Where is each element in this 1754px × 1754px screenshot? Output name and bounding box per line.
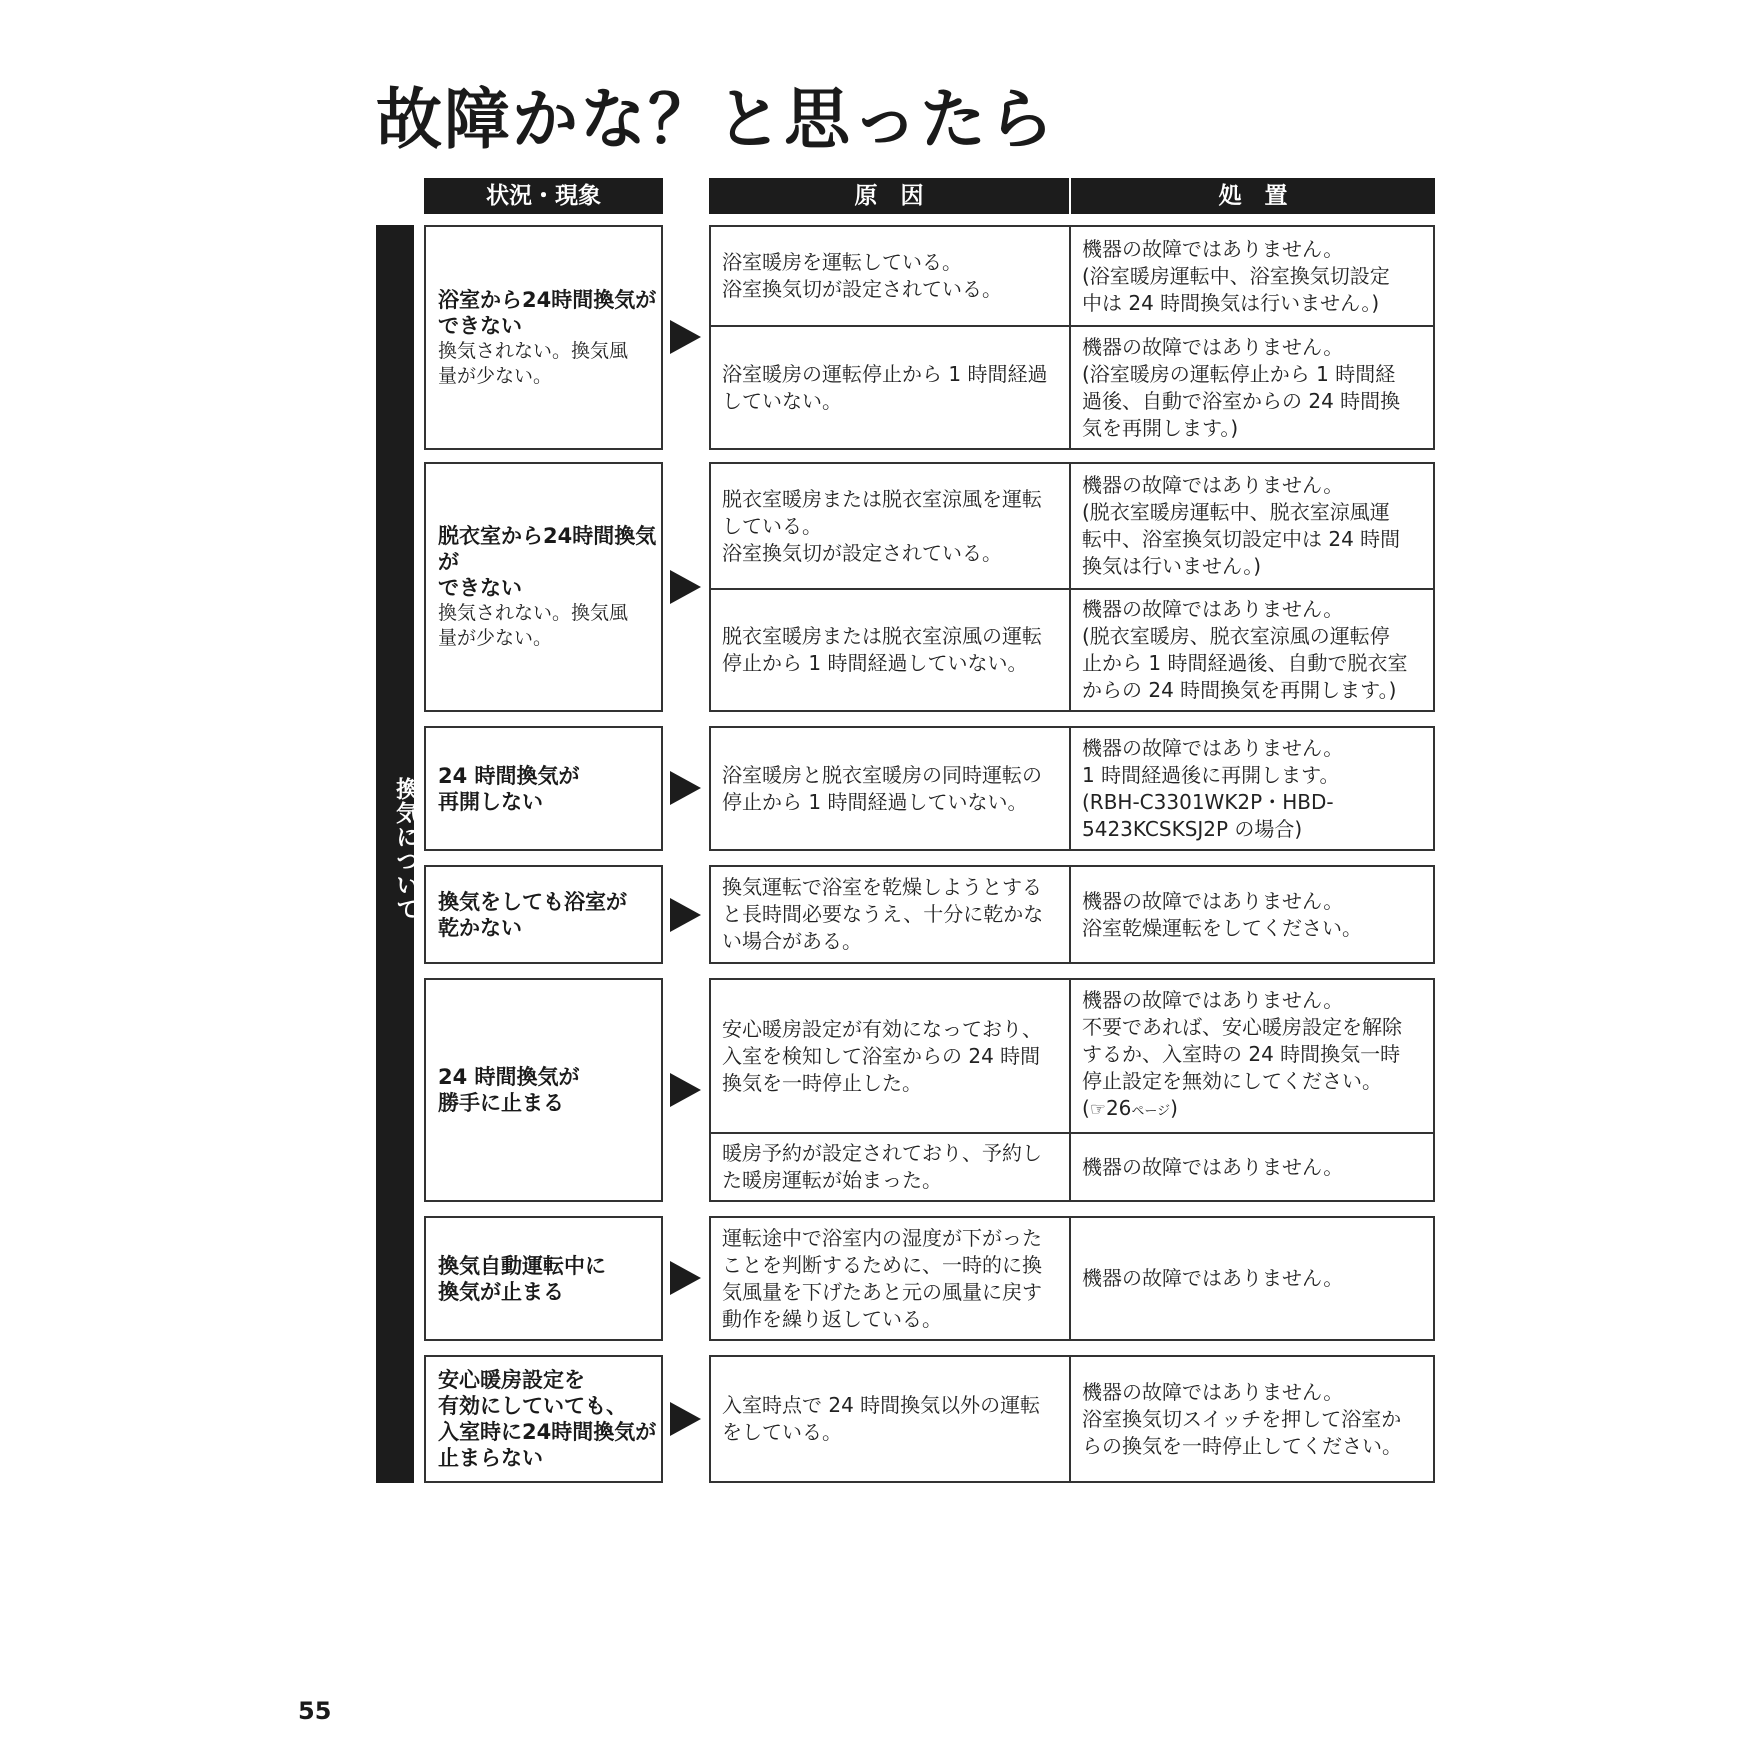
- arrow-right-icon: [670, 1261, 701, 1295]
- table-row: [711, 588, 1433, 710]
- page-title: 故障かな？と思ったら: [376, 81, 1056, 158]
- situation-title: 脱衣室から24時間換気が できない: [438, 524, 657, 600]
- arrow-right-icon: [670, 771, 701, 805]
- situation-cell: [424, 225, 663, 450]
- arrow-right-icon: [670, 570, 701, 604]
- situation-title: 換気をしても浴室が 乾かない: [438, 889, 627, 940]
- page-reference-unit: ページ: [1131, 1104, 1171, 1119]
- cause-remedy-group: [709, 462, 1435, 712]
- situation-title: 24 時間換気が 再開しない: [438, 763, 580, 814]
- cause-remedy-group: [709, 1216, 1435, 1341]
- arrow-right-icon: [670, 1402, 701, 1436]
- remedy-text: 機器の故障ではありません。 浴室換気切スイッチを押して浴室か らの換気を一時停止してください。: [1082, 1379, 1402, 1458]
- arrow-right-icon: [670, 320, 701, 354]
- arrow-right-icon: [670, 1073, 701, 1107]
- remedy-text: 機器の故障ではありません。 不要であれば、安心暖房設定を解除 するか、入室時の 24 時間換気一時 停止設定を無効にしてください。: [1082, 988, 1402, 1093]
- remedy-text: 機器の故障ではありません。 1 時間経過後に再開します。 (RBH-C3301WK2P・HBD- 5423KCSKSJ2P の場合): [1082, 735, 1344, 841]
- table-row: [711, 1132, 1433, 1200]
- situation-cell: [424, 1216, 663, 1341]
- remedy-text: 機器の故障ではありません。: [1082, 1154, 1344, 1179]
- table-row: [711, 325, 1433, 448]
- remedy-text: 機器の故障ではありません。 (脱衣室暖房、脱衣室涼風の運転停 止から 1 時間経過後、自動で脱衣室 からの 24 時間換気を再開します。): [1082, 597, 1408, 702]
- remedy-text: 機器の故障ではありません。 浴室乾燥運転をしてください。: [1082, 888, 1362, 940]
- page-reference-number: 26: [1105, 1096, 1132, 1120]
- table-row: [711, 1357, 1433, 1481]
- header-remedy: 処 置: [1071, 178, 1435, 214]
- cause-text: 運転途中で浴室内の湿度が下がった ことを判断するために、一時的に換 気風量を下げたあと元の風量に戻す 動作を繰り返している。: [722, 1225, 1042, 1331]
- situation-cell: [424, 978, 663, 1202]
- side-category-label: 換気について: [392, 777, 418, 921]
- cause-text: 脱衣室暖房または脱衣室涼風の運転 停止から 1 時間経過していない。: [722, 624, 1042, 675]
- situation-cell: [424, 865, 663, 964]
- cause-text: 入室時点で 24 時間換気以外の運転 をしている。: [722, 1393, 1041, 1444]
- page-number: 55: [298, 1697, 332, 1725]
- situation-detail: 換気されない。換気風 量が少ない。: [438, 339, 629, 387]
- remedy-text: 機器の故障ではありません。 (脱衣室暖房運転中、脱衣室涼風運 転中、浴室換気切設定中は 24 時間 換気は行いません。): [1082, 473, 1401, 578]
- situation-title: 換気自動運転中に 換気が止まる: [438, 1253, 606, 1304]
- cause-text: 安心暖房設定が有効になっており、 入室を検知して浴室からの 24 時間 換気を一時停止した。: [722, 1016, 1042, 1095]
- situation-title: 安心暖房設定を 有効にしていても、 入室時に24時間換気が 止まらない: [438, 1368, 657, 1470]
- cause-text: 暖房予約が設定されており、予約し た暖房運転が始まった。: [722, 1141, 1042, 1192]
- cause-text: 脱衣室暖房または脱衣室涼風を運転 している。 浴室換気切が設定されている。: [722, 486, 1042, 565]
- side-category-bar: [376, 225, 418, 1483]
- remedy-text: 機器の故障ではありません。 (浴室暖房運転中、浴室換気切設定 中は 24 時間換気は行いません。): [1082, 236, 1390, 315]
- cause-remedy-group: [709, 865, 1435, 964]
- cause-text: 換気運転で浴室を乾燥しようとする と長時間必要なうえ、十分に乾かな い場合がある。: [722, 875, 1044, 953]
- cause-text: 浴室暖房と脱衣室暖房の同時運転の 停止から 1 時間経過していない。: [722, 762, 1042, 814]
- cause-remedy-group: [709, 726, 1435, 851]
- cause-remedy-group: [709, 978, 1435, 1202]
- table-row: [711, 227, 1433, 325]
- cause-remedy-group: [709, 225, 1435, 450]
- cause-text: 浴室暖房の運転停止から 1 時間経過 していない。: [722, 361, 1048, 413]
- remedy-text: 機器の故障ではありません。: [1082, 1266, 1344, 1290]
- table-row: [711, 464, 1433, 588]
- situation-cell: [424, 462, 663, 712]
- cause-text: 浴室暖房を運転している。 浴室換気切が設定されている。: [722, 250, 1002, 301]
- pointing-hand-icon: ☞: [1089, 1099, 1106, 1120]
- situation-detail: 換気されない。換気風 量が少ない。: [438, 602, 629, 649]
- situation-title: 浴室から24時間換気が できない: [438, 287, 657, 338]
- header-situation: 状況・現象: [424, 178, 663, 214]
- situation-cell: [424, 726, 663, 851]
- table-row: [711, 728, 1433, 849]
- table-row: [711, 980, 1433, 1132]
- table-row: [711, 867, 1433, 962]
- arrow-right-icon: [670, 898, 701, 932]
- situation-title: 24 時間換気が 勝手に止まる: [438, 1065, 580, 1115]
- situation-cell: [424, 1355, 663, 1483]
- page-reference: (☞26ページ): [1082, 1096, 1178, 1120]
- header-cause: 原 因: [709, 178, 1069, 214]
- remedy-text: 機器の故障ではありません。 (浴室暖房の運転停止から 1 時間経 過後、自動で浴室からの 24 時間換 気を再開します。): [1082, 334, 1401, 440]
- cause-remedy-group: [709, 1355, 1435, 1483]
- table-row: [711, 1218, 1433, 1339]
